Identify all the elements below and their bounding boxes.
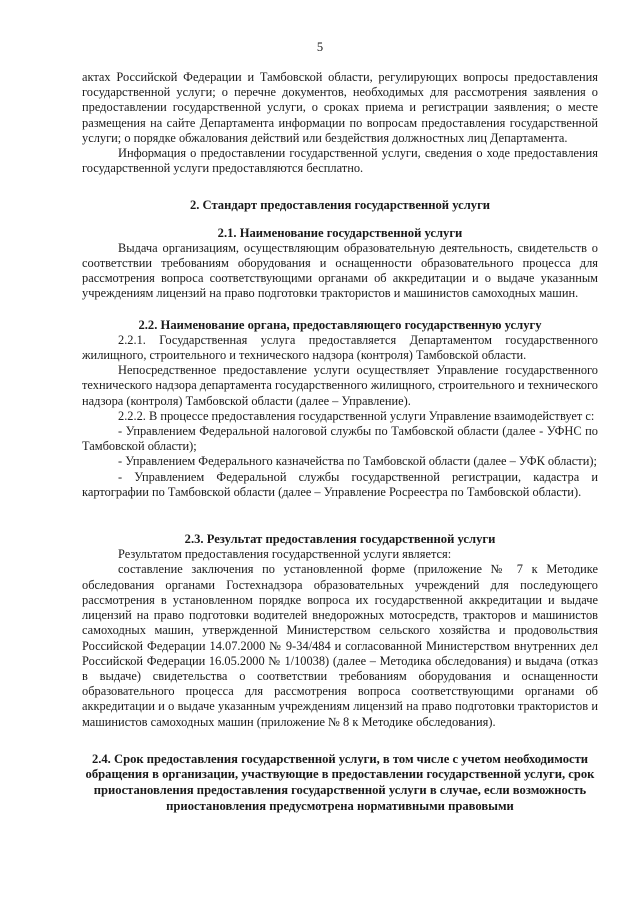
direct-provider-paragraph: Непосредственное предоставление услуги осуществляет Управление государственного технического надзора департамента государственного жилищного, строительного и технического надзора (контроля) Тамбовской области (далее – Управление). xyxy=(82,363,598,408)
interaction-paragraph: 2.2.2. В процессе предоставления государственной услуги Управление взаимодействует с: xyxy=(118,408,595,423)
free-info-paragraph: Информация о предоставлении государственной услуги, сведения о ходе предоставления государственной услуги предоставляются бесплатно. xyxy=(82,146,598,176)
section-2-4-heading: 2.4. Срок предоставления государственной услуги, в том числе с учетом необходимости обращения в организации, участвующие в предоставлении государственной услуги, срок приостановления предоставления государственной услуги в случае, если возможность приостановления предусмотрена нормативными правовыми xyxy=(85,751,595,813)
result-paragraph: составление заключения по установленной форме (приложение № 7 к Методике обследования органами Гостехнадзора образовательных учреждений для последующего рассмотрения в установленном порядке вопроса их государственной аккредитации и выдаче лицензий на право подготовки водителей внедорожных мотосредств, тракторов и машинистов самоходных машин, утвержденной Министерством сельского хозяйства и продовольствия Российской Федерации 14.07.2000 № 9-34/484 и согласованной Министерством внутренних дел Российской Федерации 16.05.2000 № 1/10038) (далее – Методика обследования) и выдача (отказ в выдаче) свидетельства о соответствии требованиям оборудования и оснащенности образовательного процесса для рассмотрения вопроса соответствующими органами об аккредитации и о выдаче указанным учреждениям лицензий на право подготовки трактористов и машинистов самоходных машин (приложение № 8 к Методике обследования). xyxy=(82,562,598,729)
list-item: - Управлением Федерального казначейства по Тамбовской области (далее – УФК области); xyxy=(118,454,597,469)
list-item: - Управлением Федеральной службы государственной регистрации, кадастра и картографии по Тамбовской области (далее – Управление Росреестра по Тамбовской области). xyxy=(82,469,598,499)
section-2-heading: 2. Стандарт предоставления государственной услуги xyxy=(189,198,491,213)
service-name-paragraph: Выдача организациям, осуществляющим образовательную деятельность, свидетельств о соответствии требованиям оборудования и оснащенности образовательного процесса для рассмотрения вопроса соответствующими органами об аккредитации и о выдаче указанным учреждениям лицензий на право подготовки трактористов и машинистов самоходных машин. xyxy=(82,240,598,301)
page-number: 5 xyxy=(316,40,324,54)
section-2-1-heading: 2.1. Наименование государственной услуги xyxy=(217,225,463,240)
section-2-3-heading: 2.3. Результат предоставления государственной услуги xyxy=(184,532,496,547)
section-2-2-heading: 2.2. Наименование органа, предоставляющего государственную услугу xyxy=(138,317,542,332)
intro-paragraph: актах Российской Федерации и Тамбовской области, регулирующих вопросы предоставления государственной услуги; о перечне документов, необходимых для рассмотрения заявления о предоставлении государственной услуги, о сроках приема и регистрации заявления; о месте размещения на сайте Департамента информации по вопросам предоставления государственной услуги; о порядке обжалования действий или бездействия должностных лиц Департамента. xyxy=(82,70,598,145)
document-body xyxy=(82,70,598,814)
result-intro-paragraph: Результатом предоставления государственной услуги является: xyxy=(118,547,452,562)
provider-paragraph: 2.2.1. Государственная услуга предоставляется Департаментом государственного жилищного, строительного и технического надзора (контроля) Тамбовской области. xyxy=(82,332,598,363)
list-item: - Управлением Федеральной налоговой службы по Тамбовской области (далее - УФНС по Тамбовской области); xyxy=(82,424,598,454)
